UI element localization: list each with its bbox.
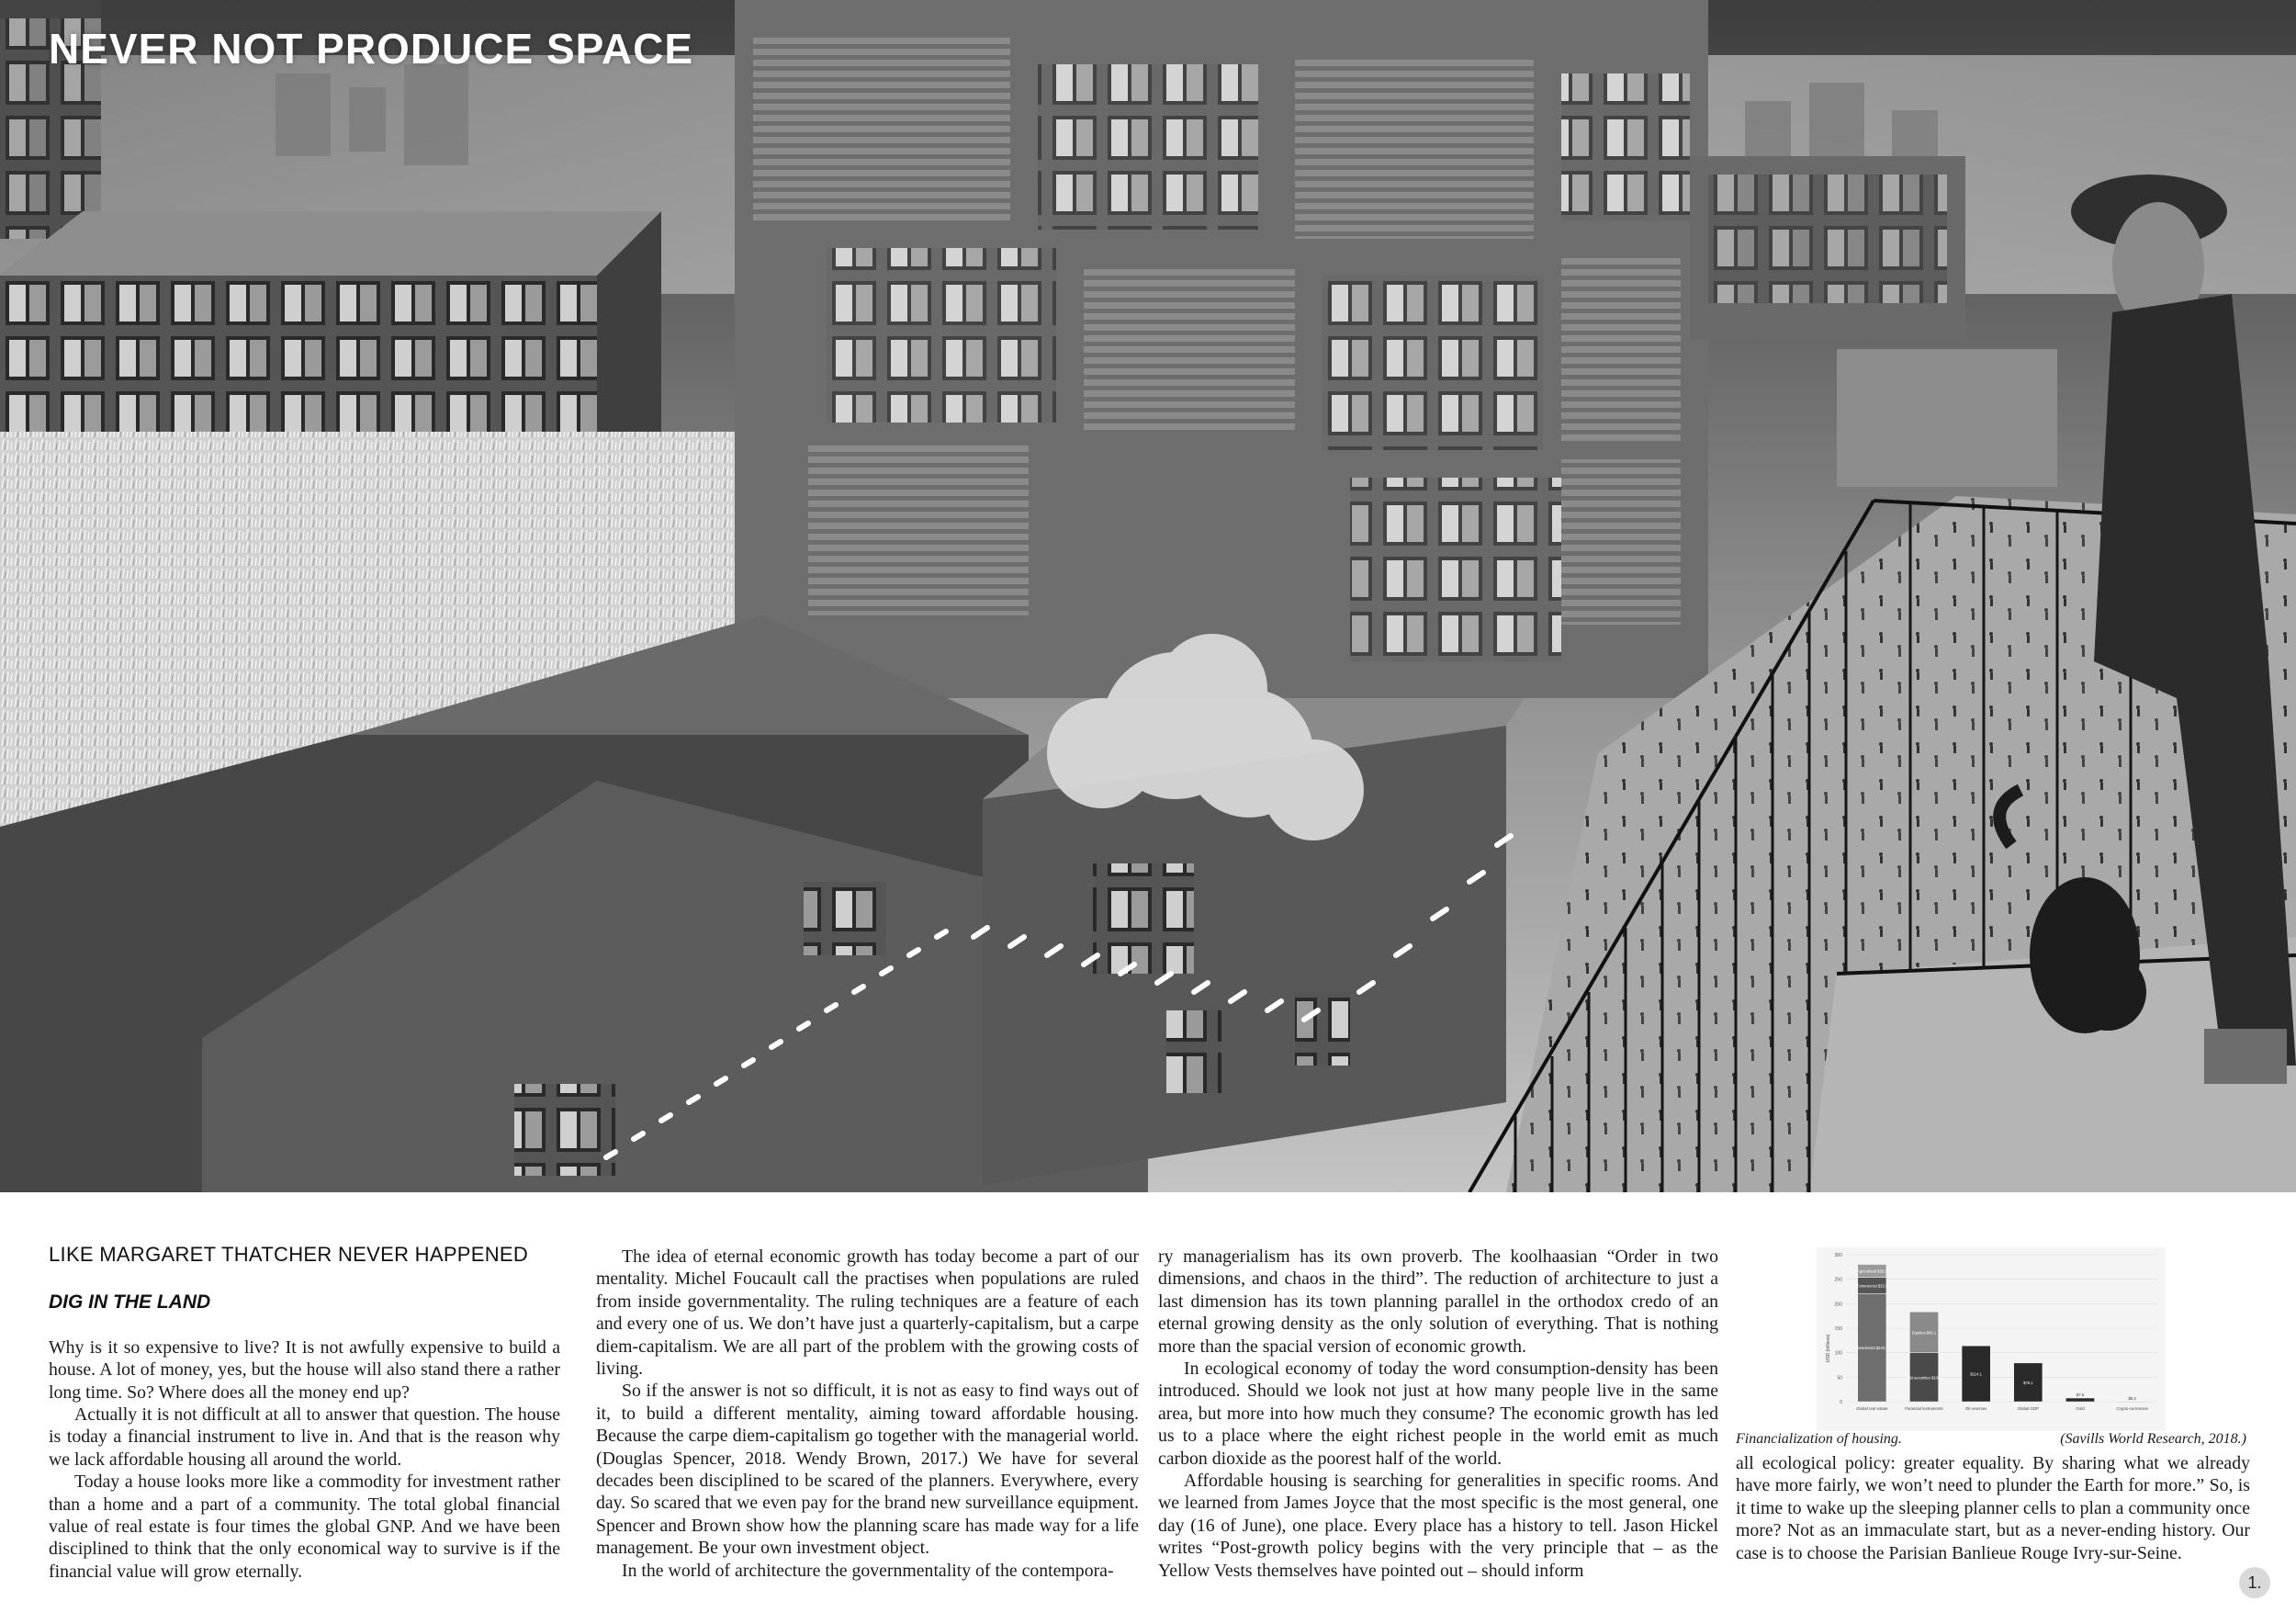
paragraph: Actually it is not difficult at all to answer that question. The house is today a financial instrument to live in. And that is the reason why we lack affordable housing all around the world. xyxy=(49,1404,560,1470)
paragraph: In the world of architecture the governmentality of the contempora- xyxy=(622,1560,1114,1581)
paragraph: ry managerialism has its own proverb. The koolhaasian “Order in two dimensions, and chaos in the third”. The reduction of architecture to just a last dimension has its town planning parallel in the orthodox credo of an eternal growing density as the only solution of everything. That is nothing more than the spacial version of economic growth. xyxy=(1158,1246,1718,1357)
paragraph: Today a house looks more like a commodity for investment rather than a home and a part of a community. The total global financial value of real estate is four times the global GNP. And we have been disciplined to think that the only economical way to survive is if the financial value will grow eternally. xyxy=(49,1472,560,1582)
chart-x-tick: Global real estate xyxy=(1856,1406,1888,1411)
chart-data-label: Equities $83.1 xyxy=(1911,1330,1937,1336)
paragraph: Why is it so expensive to live? It is not awfully expensive to build a house. A lot of money, yes, but the house will also stand there a rather long time. So? Where does all the money end up? xyxy=(49,1336,560,1403)
page-title: NEVER NOT PRODUCE SPACE xyxy=(49,25,694,73)
page-number: 1. xyxy=(2239,1567,2270,1598)
chart-y-tick: 100 xyxy=(1834,1350,1842,1357)
chart-bar-segment xyxy=(2065,1398,2094,1402)
chart-x-tick: Crypto-currencies xyxy=(2116,1406,2148,1411)
paragraph: So if the answer is not so difficult, it is not as easy to find ways out of it, to build a different mentality, aiming toward affordable housing. Because the carpe diem-capitalism go together with the managerial world. (Douglas Spencer, 2018. Wendy Brown, 2017.) We have for several decades been disciplined to be scared of the planners. Everywhere, every day. So scared that we even pay for the brand new surveillance equipment. Spencer and Brown show how the planning scare has made way for a life management. Be your own investment object. xyxy=(596,1381,1139,1559)
chart-y-tick: 0 xyxy=(1840,1400,1842,1405)
chart-x-tick: Gold xyxy=(2076,1406,2085,1411)
chart-data-label: Residential $220.6 xyxy=(1855,1346,1888,1351)
chart-x-tick: Financial instruments xyxy=(1905,1406,1943,1411)
paragraph: all ecological policy: greater equality. By sharing what we already have more fairly, we won’t need to plunder the Earth for more.” So, is it time to wake up the sleeping planner cells to plan a community once more? Not as an immaculate start, but as a never-ending history. Our case is to choose the Parisian Banlieue Rouge Ivry-sur-Seine. xyxy=(1736,1453,2250,1563)
section-heading: LIKE MARGARET THATCHER NEVER HAPPENED xyxy=(49,1243,529,1266)
chart-data-label: $0.3 xyxy=(2128,1395,2136,1401)
chart-data-label: Commercial $33.3 xyxy=(1856,1283,1888,1289)
chart-data-label: Debt securities $100.3 xyxy=(1905,1375,1943,1381)
paragraph: The idea of eternal economic growth has today become a part of our mentality. Michel Foucault call the practises when populations are ruled from inside governmentality. The ruling techniques are a feature of each and every one of us. We don’t have just a quarterly-capitalism, but a carpe diem-capitalism. We are all part of the problem with the growing costs of living. xyxy=(596,1246,1139,1380)
chart-x-tick: Global GDP xyxy=(2017,1406,2040,1411)
chart-data-label: $7.5 xyxy=(2076,1393,2085,1397)
chart-y-tick: 300 xyxy=(1834,1253,1842,1258)
chart-y-tick: 50 xyxy=(1837,1375,1842,1382)
chart-y-axis-label: USD (trillions) xyxy=(1826,1334,1831,1363)
chart-x-tick: Oil reserves xyxy=(1964,1406,1987,1411)
chart-data-label: Agricultural $26.3 xyxy=(1857,1269,1887,1274)
paragraph: In ecological economy of today the word consumption-density has been introduced. Should we look not just at how many people live in the same area, but more into how much they consume? The economic growth has led us to a place where the eight richest people in the world emit as much carbon dioxide as the poorest half of the world. xyxy=(1158,1359,1718,1469)
chart-y-tick: 200 xyxy=(1834,1302,1842,1308)
chart-data-label: $114.1 xyxy=(1970,1371,1982,1377)
text-column-1 xyxy=(49,1244,560,1583)
chart-y-tick: 250 xyxy=(1834,1277,1842,1283)
chart-svg xyxy=(1817,1247,2166,1431)
text-column-3 xyxy=(1158,1246,1718,1582)
article-body xyxy=(0,1192,2296,1624)
chart-y-tick: 150 xyxy=(1834,1326,1842,1332)
text-column-2 xyxy=(596,1246,1139,1582)
caption-title: Financialization of housing. xyxy=(1736,1431,1902,1447)
caption-source: (Savills World Research, 2018.) xyxy=(2060,1431,2246,1447)
chart-bar-segment xyxy=(2118,1402,2146,1403)
section-subheading: DIG IN THE LAND xyxy=(49,1291,211,1314)
chart-data-label: $79.1 xyxy=(2023,1380,2033,1385)
financialization-chart xyxy=(1817,1247,2166,1440)
text-column-4 xyxy=(1736,1452,2250,1564)
paragraph: Affordable housing is searching for generalities in specific rooms. And we learned from James Joyce that the most specific is the most general, one day (16 of June), one place. Every place has a history to tell. Jason Hickel writes “Post-growth policy begins with the very principle that – as the Yellow Vests themselves have pointed out – should inform xyxy=(1158,1471,1718,1581)
